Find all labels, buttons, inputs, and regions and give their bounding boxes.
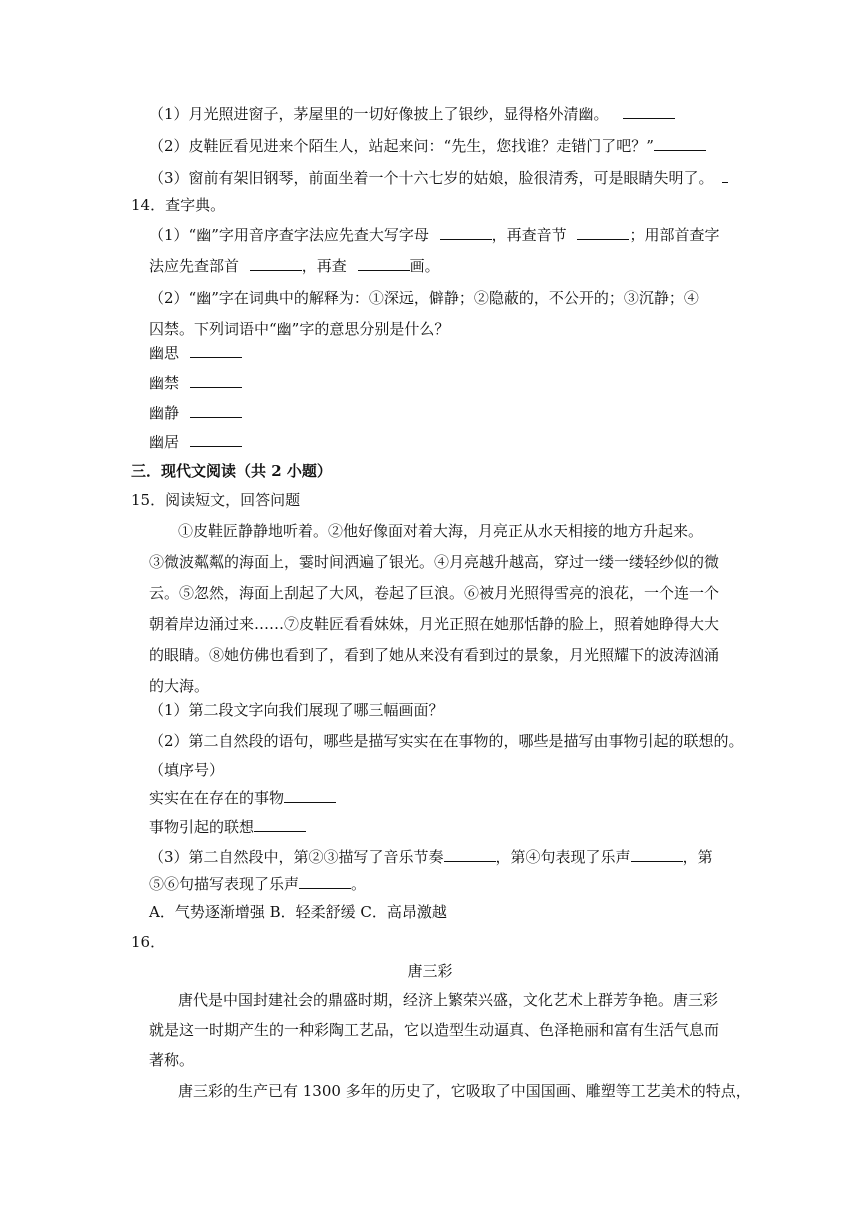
answer-blank[interactable] bbox=[190, 373, 242, 388]
q14-part2-line2: 囚禁。下列词语中“幽”字的意思分别是什么？ bbox=[149, 320, 450, 338]
answer-blank[interactable] bbox=[722, 168, 728, 183]
q14-part1-line2: 法应先查部首 ，再查 画。 bbox=[149, 257, 440, 275]
answer-blank[interactable] bbox=[190, 343, 242, 358]
q15-sub2-line1: （2）第二自然段的语句，哪些是描写实实在在事物的，哪些是描写由事物引起的联想的。 bbox=[149, 732, 744, 750]
word-item: 幽静 bbox=[149, 403, 242, 423]
answer-blank[interactable] bbox=[250, 256, 302, 271]
real-things-row: 实实在在存在的事物 bbox=[149, 788, 336, 808]
answer-blank[interactable] bbox=[299, 874, 351, 889]
article-title: 唐三彩 bbox=[407, 962, 453, 980]
q13-sentence-3: （3）窗前有架旧钢琴，前面坐着一个十六七岁的姑娘，脸很清秀，可是眼睛失明了。 bbox=[149, 168, 728, 188]
article-paragraph-line: 唐代是中国封建社会的鼎盛时期，经济上繁荣兴盛，文化艺术上群芳争艳。唐三彩 bbox=[178, 991, 719, 1009]
word-item: 幽禁 bbox=[149, 373, 242, 393]
q14-heading: 14．查字典。 bbox=[131, 196, 226, 214]
answer-blank[interactable] bbox=[631, 847, 683, 862]
word-item: 幽居 bbox=[149, 432, 242, 452]
passage-line: ③微波粼粼的海面上，霎时间洒遍了银光。④月亮越升越高，穿过一缕一缕轻纱似的微 bbox=[149, 553, 720, 571]
answer-blank[interactable] bbox=[190, 403, 242, 418]
q15-sub3-line2: ⑤⑥句描写表现了乐声 。 bbox=[149, 875, 367, 893]
passage-line: 的眼睛。⑧她仿佛也看到了，看到了她从来没有看到过的景象，月光照耀下的波涛汹涌 bbox=[149, 646, 720, 664]
answer-blank[interactable] bbox=[654, 136, 706, 151]
q15-sub2-line2: （填序号） bbox=[149, 761, 225, 779]
answer-blank[interactable] bbox=[190, 432, 242, 447]
passage-line: 朝着岸边涌过来……⑦皮鞋匠看看妹妹，月光正照在她那恬静的脸上，照着她睁得大大 bbox=[149, 615, 720, 633]
passage-line: 云。⑤忽然，海面上刮起了大风，卷起了巨浪。⑥被月光照得雪亮的浪花，一个连一个 bbox=[149, 584, 720, 602]
passage-line: ①皮鞋匠静静地听着。②他好像面对着大海，月亮正从水天相接的地方升起来。 bbox=[178, 522, 704, 540]
answer-blank[interactable] bbox=[358, 256, 410, 271]
answer-options: A．气势逐渐增强 B．轻柔舒缓 C．高昂激越 bbox=[149, 903, 447, 921]
q13-sentence-1: （1）月光照进窗子，茅屋里的一切好像披上了银纱，显得格外清幽。 bbox=[149, 104, 675, 124]
section-heading: 三．现代文阅读（共 2 小题） bbox=[131, 462, 332, 480]
passage-line: 的大海。 bbox=[149, 677, 210, 695]
q14-part2-line1: （2）“幽”字在词典中的解释为：①深远，僻静；②隐蔽的，不公开的；③沉静；④ bbox=[149, 289, 699, 307]
word-item: 幽思 bbox=[149, 343, 242, 363]
answer-blank[interactable] bbox=[623, 104, 675, 119]
article-paragraph-line: 著称。 bbox=[149, 1051, 195, 1069]
q15-heading: 15．阅读短文，回答问题 bbox=[131, 491, 301, 509]
answer-blank[interactable] bbox=[284, 788, 336, 803]
article-paragraph-line: 就是这一时期产生的一种彩陶工艺品，它以造型生动逼真、色泽艳丽和富有生活气息而 bbox=[149, 1021, 720, 1039]
answer-blank[interactable] bbox=[577, 225, 629, 240]
q15-sub1: （1）第二段文字向我们展现了哪三幅画面？ bbox=[149, 701, 444, 719]
answer-blank[interactable] bbox=[440, 225, 492, 240]
answer-blank[interactable] bbox=[254, 817, 306, 832]
q13-sentence-2: （2）皮鞋匠看见进来个陌生人，站起来问：“先生，您找谁？走错门了吧？” bbox=[149, 136, 706, 156]
association-row: 事物引起的联想 bbox=[149, 817, 306, 837]
article-paragraph-line: 唐三彩的生产已有 1300 多年的历史了，它吸取了中国国画、雕塑等工艺美术的特点， bbox=[178, 1082, 751, 1100]
q15-sub3-line1: （3）第二自然段中，第②③描写了音乐节奏 ，第④句表现了乐声 ，第 bbox=[149, 848, 713, 866]
q14-part1-line1: （1）“幽”字用音序查字法应先查大写字母 ，再查音节 ；用部首查字 bbox=[149, 226, 720, 244]
answer-blank[interactable] bbox=[444, 847, 496, 862]
q16-heading: 16． bbox=[131, 933, 166, 951]
